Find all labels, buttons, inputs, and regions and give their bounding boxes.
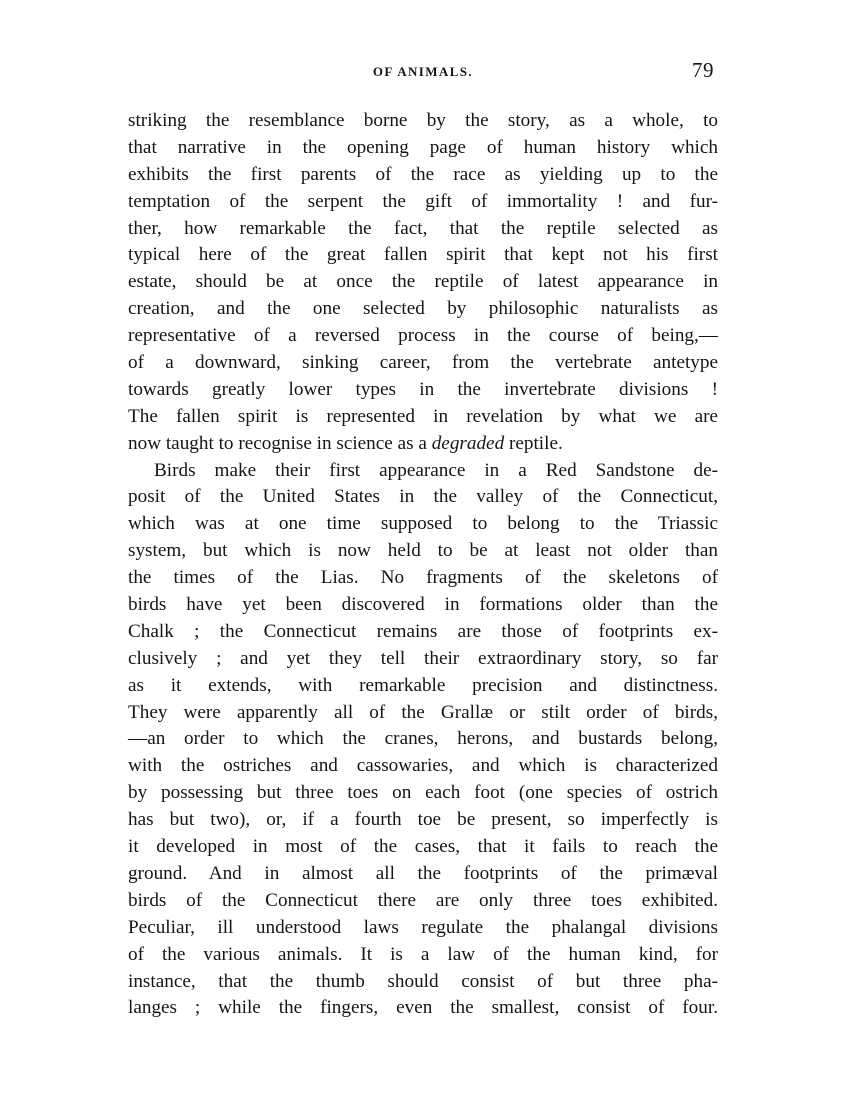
text-line: The fallen spirit is represented in revelation by what we are	[128, 405, 718, 427]
page-number: 79	[692, 58, 714, 82]
text-line: instance, that the thumb should consist of but three pha-	[128, 970, 718, 992]
paragraph-end-line	[128, 431, 718, 458]
text-line: —an order to which the cranes, herons, and bustards belong,	[128, 728, 718, 750]
body-text	[128, 108, 718, 1022]
text-line: by possessing but three toes on each foot (one species of ostrich	[128, 782, 718, 804]
text-line: birds of the Connecticut there are only three toes exhibited.	[128, 889, 718, 911]
text-line: clusively ; and yet they tell their extraordinary story, so far	[128, 647, 718, 669]
italic-word: degraded	[431, 432, 505, 454]
running-title: OF ANIMALS.	[372, 64, 474, 79]
text-line: striking the resemblance borne by the story, as a whole, to	[128, 110, 718, 131]
text-line: as it extends, with remarkable precision and distinctness.	[128, 674, 718, 696]
text-line: which was at one time supposed to belong to the Triassic	[128, 513, 718, 535]
text-line: that narrative in the opening page of human history which	[128, 136, 718, 158]
text-line: it developed in most of the cases, that it fails to reach the	[128, 836, 718, 858]
text-line: birds have yet been discovered in formations older than the	[128, 594, 718, 616]
text-line: of the various animals. It is a law of the human kind, for	[128, 943, 718, 965]
text-line: creation, and the one selected by philosophic naturalists as	[128, 298, 718, 320]
text-line: the times of the Lias. No fragments of the skeletons of	[128, 567, 718, 589]
text-line: ground. And in almost all the footprints of the primæval	[128, 862, 718, 884]
text-line: langes ; while the fingers, even the smallest, consist of four.	[128, 997, 718, 1019]
text-line: with the ostriches and cassowaries, and which is characterized	[128, 755, 718, 777]
text-line: representative of a reversed process in the course of being,—	[128, 325, 718, 347]
text-line: has but two), or, if a fourth toe be present, so imperfectly is	[128, 809, 718, 831]
text-line: ther, how remarkable the fact, that the reptile selected as	[128, 217, 718, 239]
text-line: typical here of the great fallen spirit that kept not his first	[128, 244, 718, 266]
text-line: estate, should be at once the reptile of latest appearance in	[128, 271, 718, 293]
text-segment: reptile.	[508, 432, 563, 454]
text-line: They were apparently all of the Grallæ or stilt order of birds,	[128, 701, 718, 723]
text-line: exhibits the first parents of the race as yielding up to the	[128, 163, 718, 185]
text-line: Chalk ; the Connecticut remains are those of footprints ex-	[128, 620, 718, 642]
text-line: system, but which is now held to be at least not older than	[128, 540, 718, 562]
paragraph-first-line: Birds make their first appearance in a Red Sandstone de-	[154, 459, 718, 481]
text-line: of a downward, sinking career, from the vertebrate antetype	[128, 352, 718, 374]
text-line: Peculiar, ill understood laws regulate the phalangal divisions	[128, 916, 718, 938]
text-line: towards greatly lower types in the invertebrate divisions !	[128, 378, 718, 400]
running-head	[128, 58, 718, 86]
text-line: temptation of the serpent the gift of immortality ! and fur-	[128, 190, 718, 212]
text-segment: now taught to recognise in science as a	[128, 432, 427, 454]
text-line: posit of the United States in the valley of the Connecticut,	[128, 486, 718, 508]
